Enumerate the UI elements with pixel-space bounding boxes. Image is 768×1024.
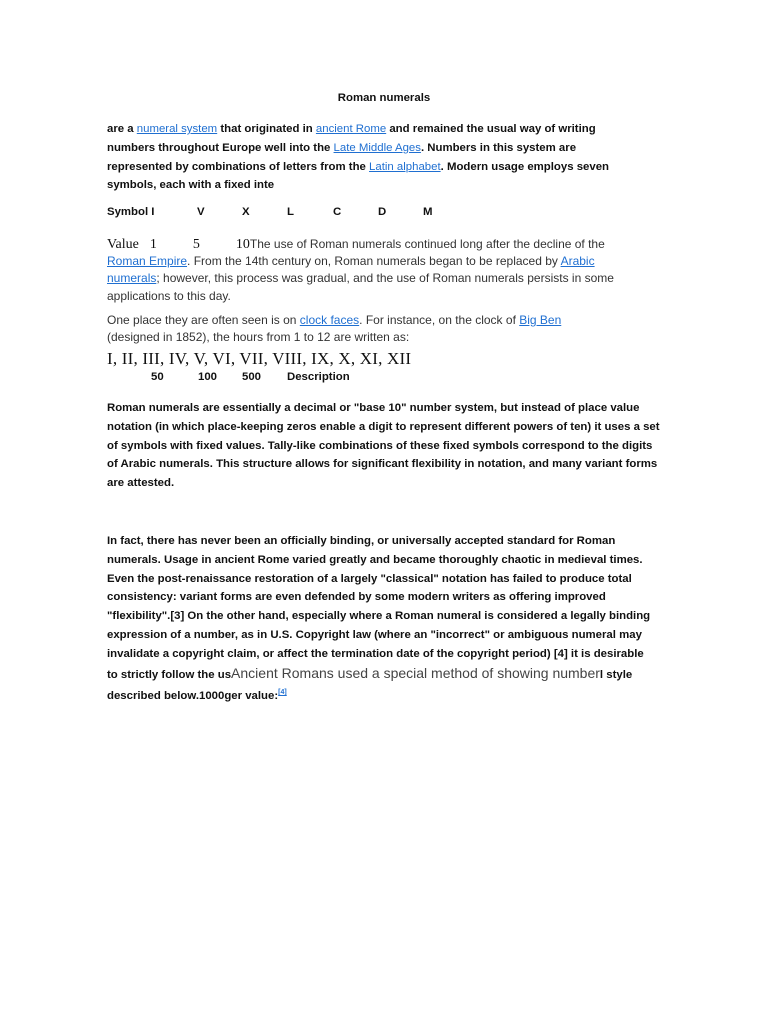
symbol-item: M xyxy=(423,206,433,218)
value-label: Value xyxy=(107,237,139,252)
value-item: 1 xyxy=(149,237,157,252)
link-clock-faces[interactable]: clock faces xyxy=(299,313,360,327)
page-title: Roman numerals xyxy=(337,92,431,104)
value-item: 10 xyxy=(235,237,250,252)
link-big-ben[interactable]: Big Ben xyxy=(519,313,562,327)
clock-numerals: I, II, III, IV, V, VI, VII, VIII, IX, X, XI, XII xyxy=(107,349,412,368)
value-row xyxy=(0,371,768,389)
intro-paragraph: are a numeral system that originated in ancient Rome and remained the usual way of writing numbers throughout Europe well into the Late Middle Ages. Numbers in this system are represented by combinations of letters from the Latin alphabet. Modern usage employs seven symbols, each with a fixed inte xyxy=(107,123,610,192)
standard-paragraph: In fact, there has never been an officially binding, or universally accepted standard for Roman numerals. Usage in ancient Rome varied greatly and became thoroughly chaotic in medieval times. Even the post-renaissance restoration of a largely "classical" notation has failed to produce total consistency: variant forms are even defended by some modern writers as offering improved "flexibility".[3] On the other hand, especially where a Roman numeral is considered a legally binding expression of a number, as in U.S. Copyright law (where an "incorrect" or ambiguous numeral may invalidate a copyright claim, or affect the termination date of the copyright period) [4] it is desirable to strictly follow the usAncient Romans used a special method of showing numberl style described below.1000ger value:[4] xyxy=(107,535,651,703)
link-arabic-numerals[interactable]: Arabic numerals xyxy=(107,254,595,286)
value-paragraph: Value 1 5 10The use of Roman numerals continued long after the decline of the Roman Empire. From the 14th century on, Roman numerals began to be replaced by Arabic numerals; however, this process was gradual, and the use of Roman numerals persists in some applications to this day. xyxy=(107,237,614,303)
symbol-item: D xyxy=(378,206,387,218)
link-late-middle-ages[interactable]: Late Middle Ages xyxy=(333,141,421,154)
symbol-item: V xyxy=(197,206,205,218)
value-row-item: 50 xyxy=(151,371,164,383)
value-row-item: Description xyxy=(287,371,350,383)
link-numeral-system[interactable]: numeral system xyxy=(136,123,218,135)
value-row-item: 100 xyxy=(198,371,218,383)
value-item: 5 xyxy=(192,237,200,252)
link-roman-empire[interactable]: Roman Empire xyxy=(107,254,188,269)
link-latin-alphabet[interactable]: Latin alphabet xyxy=(369,160,441,173)
symbol-item: X xyxy=(242,206,250,218)
clock-paragraph: One place they are often seen is on clock faces. For instance, on the clock of Big Ben (designed in 1852), the hours from 1 to 12 are written as: xyxy=(107,313,562,345)
link-ancient-rome[interactable]: ancient Rome xyxy=(315,123,387,135)
symbol-label: Symbol I xyxy=(107,206,155,218)
footnote-link[interactable]: [4] xyxy=(278,689,287,697)
symbol-row xyxy=(0,206,768,224)
symbol-item: L xyxy=(287,206,294,218)
decimal-paragraph: Roman numerals are essentially a decimal or "base 10" number system, but instead of place value notation (in which place-keeping zeros enable a digit to represent different powers of ten) it uses a set of symbols with fixed values. Tally-like combinations of these fixed symbols correspond to the digits of Arabic numerals. This structure allows for significant flexibility in notation, and many variant forms are attested. xyxy=(107,402,660,490)
symbol-item: C xyxy=(333,206,342,218)
value-row-item: 500 xyxy=(242,371,262,383)
